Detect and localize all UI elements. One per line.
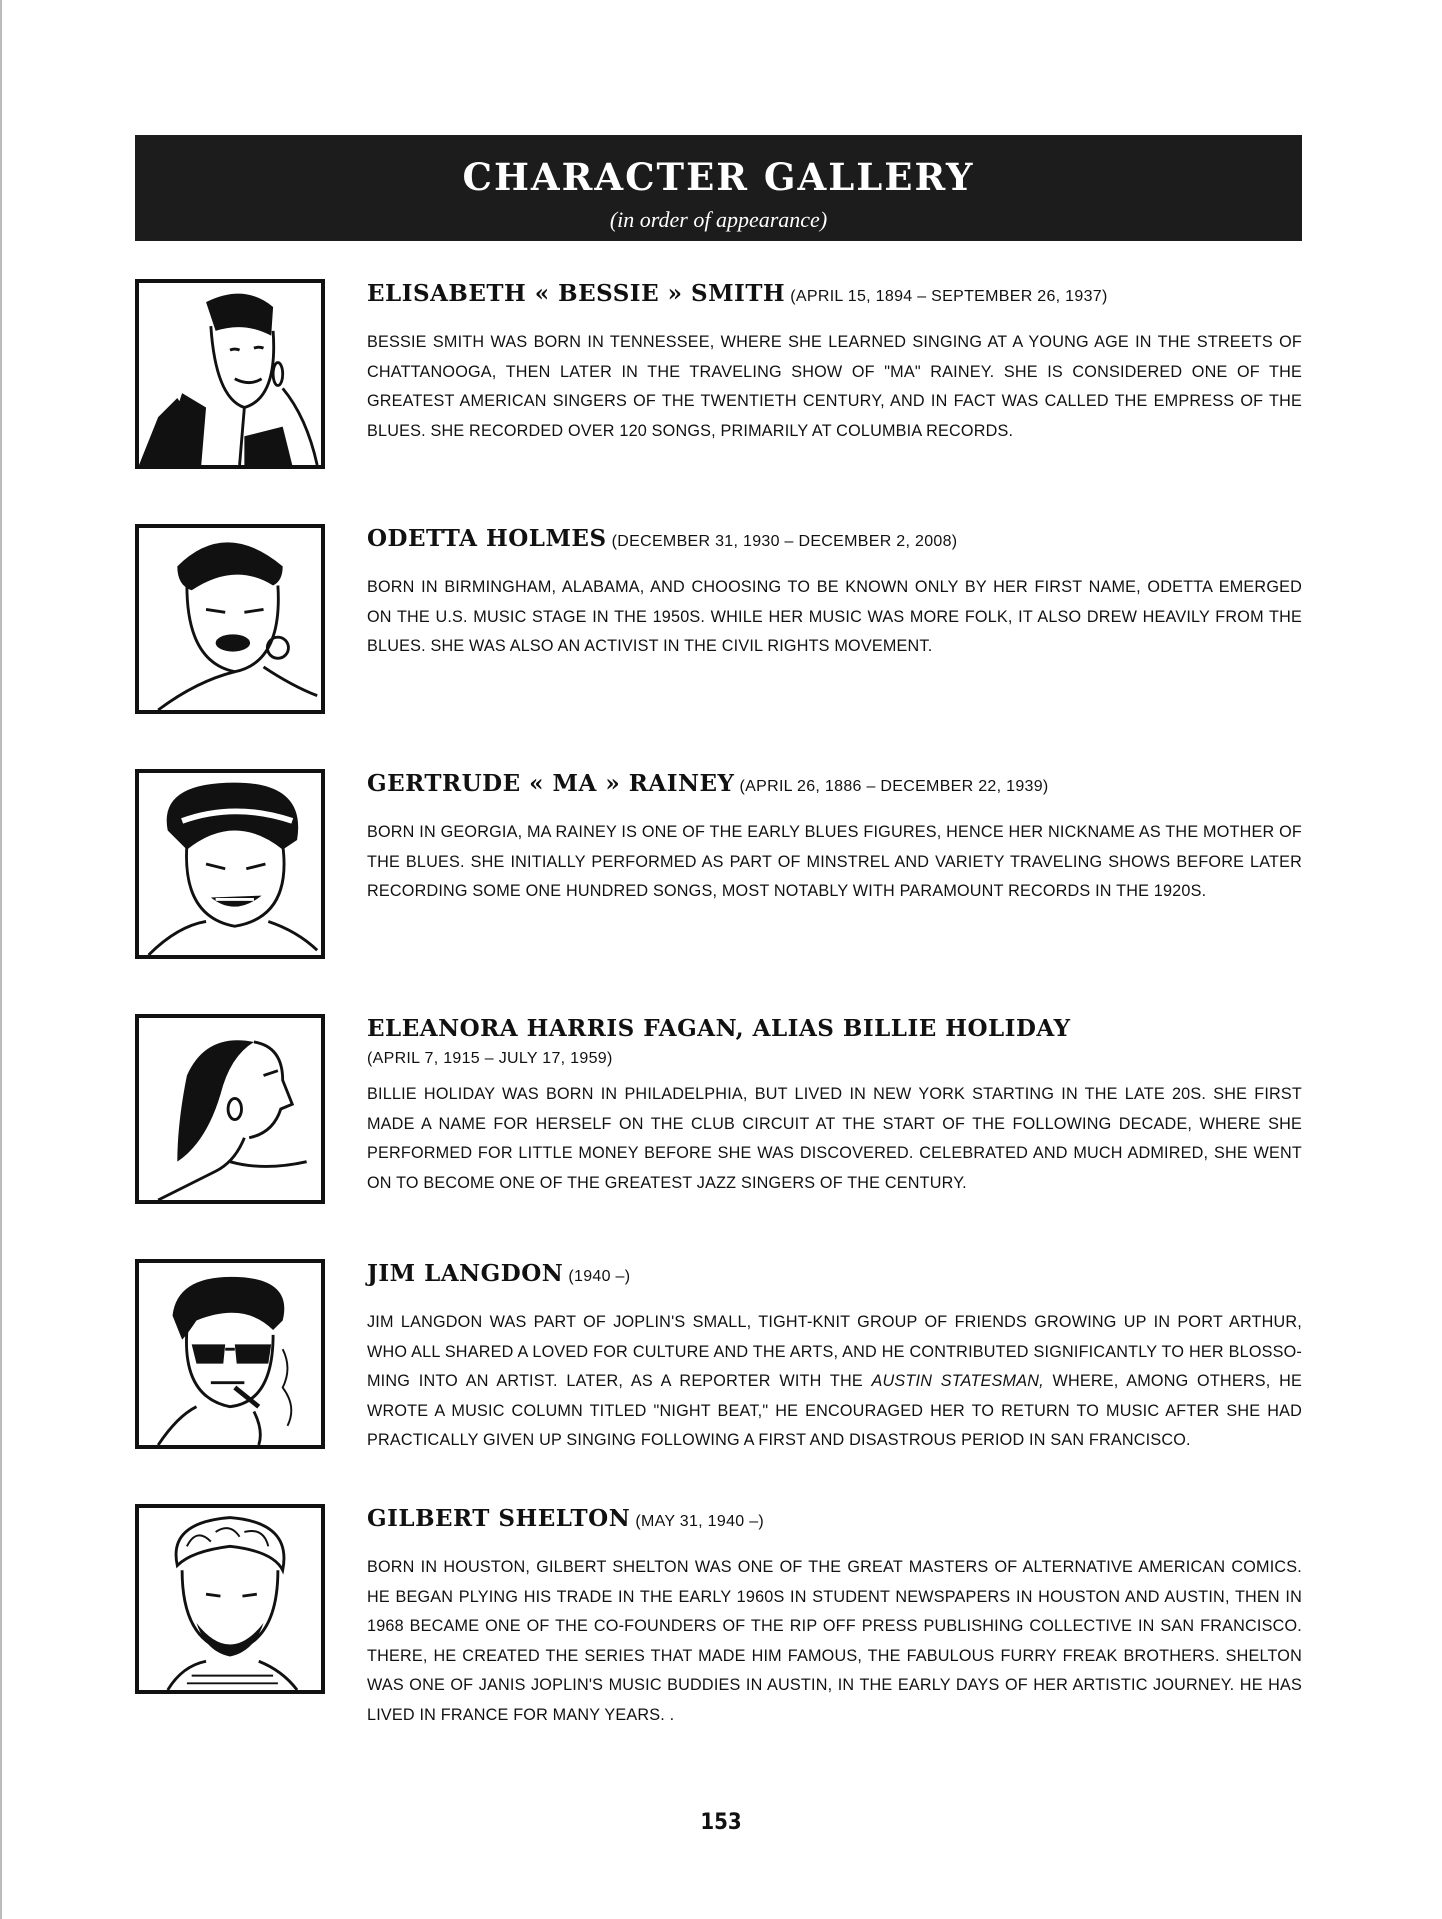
- character-dates: (APRIL 7, 1915 – JULY 17, 1959): [367, 1050, 613, 1067]
- page-edge: [0, 0, 2, 1919]
- character-bio: BORN IN BIRMINGHAM, ALABAMA, AND CHOOSING TO BE KNOWN ONLY BY HER FIRST NAME, ODETTA EMERGED ON THE U.S. MUSIC STAGE IN THE 1950S. WHILE HER MUSIC WAS MORE FOLK, IT ALSO DREW HEAVILY FROM THE BLUES. SHE WAS ALSO AN ACTIVIST IN THE CIVIL RIGHTS MOVEMENT.: [367, 578, 1302, 655]
- portrait-billie-holiday: [135, 1014, 325, 1204]
- page-number: 153: [700, 1810, 742, 1835]
- character-dates: (1940 –): [568, 1268, 631, 1285]
- character-dates: (DECEMBER 31, 1930 – DECEMBER 2, 2008): [611, 533, 958, 550]
- character-name: ELEANORA HARRIS FAGAN, ALIAS BILLIE HOLIDAY: [367, 1015, 1071, 1042]
- character-name: JIM LANGDON: [367, 1260, 564, 1287]
- character-name: ODETTA HOLMES: [367, 525, 607, 552]
- portrait-gilbert-shelton: [135, 1504, 325, 1694]
- portrait-ma-rainey: [135, 769, 325, 959]
- portrait-odetta-holmes: [135, 524, 325, 714]
- page-subtitle: (in order of appearance): [609, 207, 828, 232]
- character-bio: BILLIE HOLIDAY WAS BORN IN PHILADELPHIA, BUT LIVED IN NEW YORK STARTING IN THE LATE 20S. SHE FIRST MADE A NAME FOR HERSELF ON THE CLUB CIRCUIT AT THE START OF THE FOLLOWING DECADE, WHERE SHE PERFORMED FOR LITTLE MONEY BEFORE SHE WAS DISCOVERED. CELEBRATED AND MUCH ADMIRED, SHE WENT ON TO BECOME ONE OF THE GREATEST JAZZ SINGERS OF THE CENTURY.: [367, 1085, 1302, 1192]
- character-bio: BORN IN GEORGIA, MA RAINEY IS ONE OF THE EARLY BLUES FIGURES, HENCE HER NICKNAME AS THE MOTHER OF THE BLUES. SHE INITIALLY PERFORMED AS PART OF MINSTREL AND VARIETY TRAVELING SHOWS BEFORE LATER RECORDING SOME ONE HUNDRED SONGS, MOST NOTABLY WITH PARAMOUNT RECORDS IN THE 1920S.: [367, 823, 1302, 900]
- character-dates: (MAY 31, 1940 –): [635, 1513, 765, 1530]
- page-title: CHARACTER GALLERY: [462, 155, 975, 199]
- character-bio: BORN IN HOUSTON, GILBERT SHELTON WAS ONE OF THE GREAT MASTERS OF ALTERNATIVE AMERICAN COMICS. HE BEGAN PLYING HIS TRADE IN THE EARLY 1960S IN STUDENT NEWSPAPERS IN HOUSTON AND AUSTIN, THEN IN 1968 BECAME ONE OF THE CO-FOUNDERS OF THE RIP OFF PRESS PUBLISHING COLLECTIVE IN SAN FRANCISCO. THERE, HE CREATED THE SERIES THAT MADE HIM FAMOUS, THE FABULOUS FURRY FREAK BROTHERS. SHELTON WAS ONE OF JANIS JOPLIN'S MUSIC BUDDIES IN AUSTIN, IN THE EARLY DAYS OF HER ARTISTIC JOURNEY. HE HAS LIVED IN FRANCE FOR MANY YEARS. .: [367, 1558, 1302, 1724]
- portrait-jim-langdon: [135, 1259, 325, 1449]
- character-name: GERTRUDE « MA » RAINEY: [367, 770, 735, 797]
- bio-publication-title: AUSTIN STATESMAN,: [871, 1372, 1044, 1390]
- bio-text-after: WHERE, AMONG OTHERS, HE WROTE A MUSIC COLUMN TITLED "NIGHT BEAT," HE ENCOURAGED HER TO RETURN TO MUSIC AFTER SHE HAD PRACTICALLY GIVEN UP SINGING FOLLOWING A FIRST AND DISASTROUS PERIOD IN SAN FRANCISCO.: [367, 1372, 1302, 1449]
- character-dates: (APRIL 26, 1886 – DECEMBER 22, 1939): [739, 778, 1049, 795]
- gallery-banner: [135, 135, 1302, 241]
- character-bio: [367, 1308, 1302, 1456]
- character-name: GILBERT SHELTON: [367, 1505, 631, 1532]
- character-dates: (APRIL 15, 1894 – SEPTEMBER 26, 1937): [790, 288, 1108, 305]
- bio-text-before: JIM LANGDON WAS PART OF JOPLIN'S SMALL, TIGHT-KNIT GROUP OF FRIENDS GROWING UP IN PORT ARTHUR, WHO ALL SHARED A LOVED FOR CULTURE AND THE ARTS, AND HE CONTRIBUTED SIGNIFICANTLY TO HER BLOSSO-MING INTO AN ARTIST. LATER, AS A REPORTER WITH THE: [367, 1313, 1302, 1390]
- character-name: ELISABETH « BESSIE » SMITH: [367, 280, 786, 307]
- character-bio: BESSIE SMITH WAS BORN IN TENNESSEE, WHERE SHE LEARNED SINGING AT A YOUNG AGE IN THE STREETS OF CHATTANOOGA, THEN LATER IN THE TRAVELING SHOW OF "MA" RAINEY. SHE IS CONSIDERED ONE OF THE GREATEST AMERICAN SINGERS OF THE TWENTIETH CENTURY, AND IN FACT WAS CALLED THE EMPRESS OF THE BLUES. SHE RECORDED OVER 120 SONGS, PRIMARILY AT COLUMBIA RECORDS.: [367, 333, 1302, 440]
- portrait-bessie-smith: [135, 279, 325, 469]
